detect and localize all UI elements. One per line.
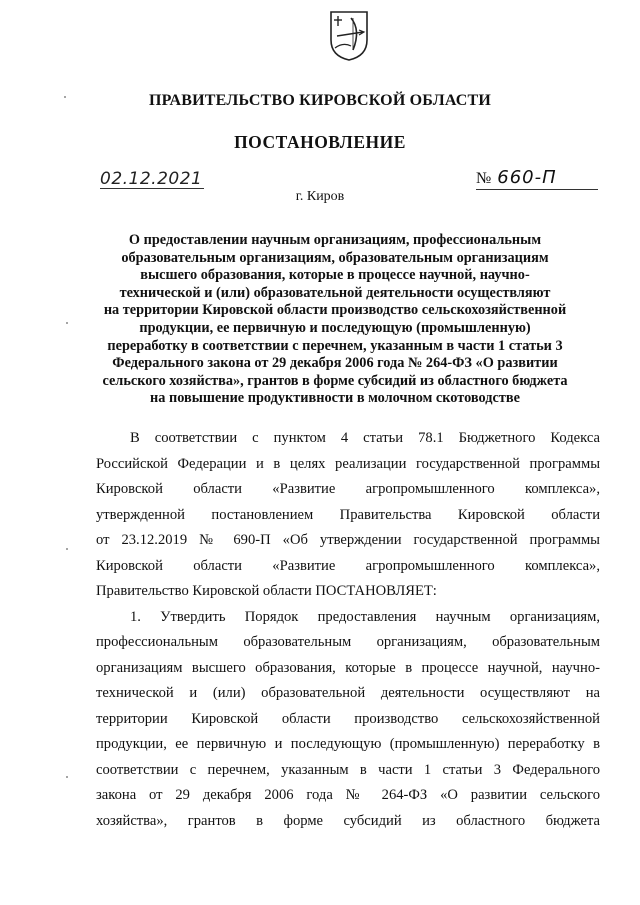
title-line: на территории Кировской области производство сельскохозяйственной <box>103 302 567 319</box>
scan-speck <box>66 548 68 550</box>
government-name: ПРАВИТЕЛЬСТВО КИРОВСКОЙ ОБЛАСТИ <box>148 92 492 109</box>
document-body <box>96 426 600 834</box>
document-number <box>476 168 598 190</box>
title-line: высшего образования, которые в процессе научной, научно- <box>140 267 530 284</box>
body-line: соответствии с перечнем, указанным в части 1 статьи 3 Федерального <box>96 761 600 778</box>
body-line: территории Кировской области производство сельскохозяйственной <box>96 710 600 727</box>
title-line: сельского хозяйства», грантов в форме субсидий из областного бюджета <box>102 372 568 389</box>
body-line: В соответствии с пунктом 4 статьи 78.1 Бюджетного Кодекса <box>130 430 600 446</box>
body-line: от 23.12.2019 № 690-П «Об утверждении государственной программы <box>96 532 600 548</box>
body-line: утвержденной постановлением Правительства Кировской области <box>96 506 600 523</box>
title-line: Федерального закона от 29 декабря 2006 года № 264-ФЗ «О развитии <box>112 355 558 372</box>
document-kind: ПОСТАНОВЛЕНИЕ <box>234 132 406 152</box>
body-line: 1. Утвердить Порядок предоставления научным организациям, <box>130 608 600 625</box>
scan-speck <box>66 776 68 778</box>
scan-speck <box>64 96 66 98</box>
title-line: продукции, ее первичную и последующую (промышленную) <box>139 319 531 336</box>
body-line: профессиональным образовательным организациям, образовательным <box>96 634 600 650</box>
title-line: образовательным организациям, образовательным организациям <box>121 249 549 266</box>
title-line: О предоставлении научным организациям, профессиональным <box>128 232 542 248</box>
document-date: 02.12.2021 <box>100 169 203 189</box>
title-line: переработку в соответствии с перечнем, указанным в части 1 статьи 3 <box>107 337 563 354</box>
body-line: закона от 29 декабря 2006 года № 264-ФЗ «О развитии сельского <box>96 787 600 803</box>
title-line: на повышение продуктивности в молочном скотоводстве <box>150 390 520 407</box>
body-line: Российской Федерации и в целях реализации государственной программы <box>96 455 600 472</box>
document-title <box>70 232 600 408</box>
number-value: 660-П <box>497 167 557 188</box>
city: г. Киров <box>295 189 345 204</box>
body-line: хозяйства», грантов в форме субсидий из областного бюджета <box>96 812 600 829</box>
coat-of-arms-icon <box>329 10 369 62</box>
body-line: Правительство Кировской области ПОСТАНОВЛЯЕТ: <box>96 583 437 599</box>
body-line: Кировской области «Развитие агропромышленного комплекса», <box>96 481 600 497</box>
number-sign: № <box>476 170 492 187</box>
body-line: Кировской области «Развитие агропромышленного комплекса», <box>96 557 600 574</box>
body-line: продукции, ее первичную и последующую (промышленную) переработку в <box>96 736 600 752</box>
scan-speck <box>66 322 68 324</box>
title-line: технической и (или) образовательной деятельности осуществляют <box>119 284 551 301</box>
body-line: технической и (или) образовательной деятельности осуществляют на <box>96 685 600 701</box>
body-line: организациям высшего образования, которые в процессе научной, научно- <box>96 659 600 676</box>
